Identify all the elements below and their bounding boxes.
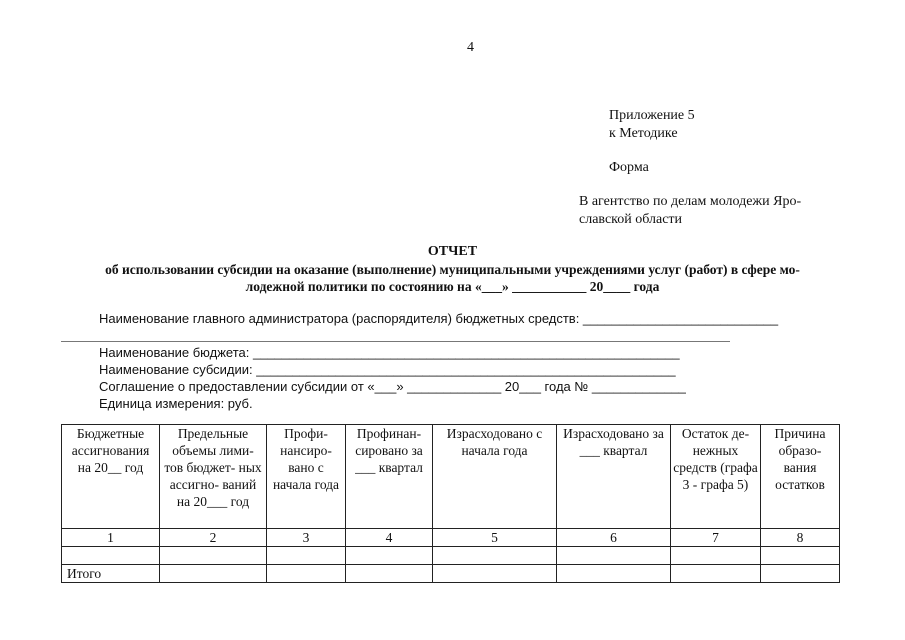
report-subtitle-line-2: лодежной политики по состоянию на «___» ___________ 20____ года	[245, 279, 660, 294]
header-cell: Профинан- сировано за ___ квартал	[346, 425, 433, 529]
column-number-row	[62, 529, 840, 547]
table-cell	[267, 565, 346, 583]
header-cell: Профи- нансиро- вано с начала года	[267, 425, 346, 529]
form-label: Форма	[609, 160, 649, 175]
header-cell: Предельные объемы лими- тов бюджет- ных ассигно- ваний на 20___ год	[160, 425, 267, 529]
subsidy-name-field: Наименование субсидии: __________________________________________________________	[99, 362, 676, 377]
table-cell	[557, 565, 671, 583]
column-number: 2	[160, 529, 267, 547]
table-cell	[160, 565, 267, 583]
table-cell	[346, 565, 433, 583]
header-cell: Израсходовано с начала года	[433, 425, 557, 529]
column-number: 7	[671, 529, 761, 547]
appendix-label: Приложение 5	[609, 108, 695, 123]
total-row	[62, 565, 840, 583]
recipient-line-1: В агентство по делам молодежи Яро-	[579, 194, 802, 209]
unit-field: Единица измерения: руб.	[99, 396, 253, 411]
table-cell	[160, 547, 267, 565]
table-cell	[761, 565, 840, 583]
table-cell	[433, 547, 557, 565]
column-number: 6	[557, 529, 671, 547]
page-number: 4	[467, 40, 474, 55]
header-cell: Причина образо- вания остатков	[761, 425, 840, 529]
table-cell	[267, 547, 346, 565]
report-table	[61, 424, 840, 583]
table-cell	[557, 547, 671, 565]
header-cell: Израсходовано за ___ квартал	[557, 425, 671, 529]
table-cell	[62, 547, 160, 565]
total-label: Итого	[62, 565, 160, 583]
header-row	[62, 425, 840, 529]
header-cell: Бюджетные ассигнования на 20__ год	[62, 425, 160, 529]
report-subtitle-line-1: об использовании субсидии на оказание (выполнение) муниципальными учреждениями услуг (работ) в сфере мо-	[105, 262, 800, 277]
recipient-line-2: славской области	[579, 212, 683, 227]
table-cell	[671, 565, 761, 583]
column-number: 4	[346, 529, 433, 547]
empty-data-row	[62, 547, 840, 565]
header-cell: Остаток де- нежных средств (графа 3 - графа 5)	[671, 425, 761, 529]
agreement-field: Соглашение о предоставлении субсидии от «___» _____________ 20___ года № _____________	[99, 379, 686, 394]
column-number: 8	[761, 529, 840, 547]
table-cell	[346, 547, 433, 565]
column-number: 1	[62, 529, 160, 547]
budget-name-field: Наименование бюджета: ___________________________________________________________	[99, 345, 680, 360]
report-title: ОТЧЕТ	[427, 244, 478, 259]
table-cell	[433, 565, 557, 583]
column-number: 3	[267, 529, 346, 547]
admin-name-field: Наименование главного администратора (распорядителя) бюджетных средств: ___________________________	[99, 311, 779, 326]
column-number: 5	[433, 529, 557, 547]
methodology-label: к Методике	[609, 126, 678, 141]
table-cell	[671, 547, 761, 565]
table-cell	[761, 547, 840, 565]
separator-line	[61, 341, 730, 342]
